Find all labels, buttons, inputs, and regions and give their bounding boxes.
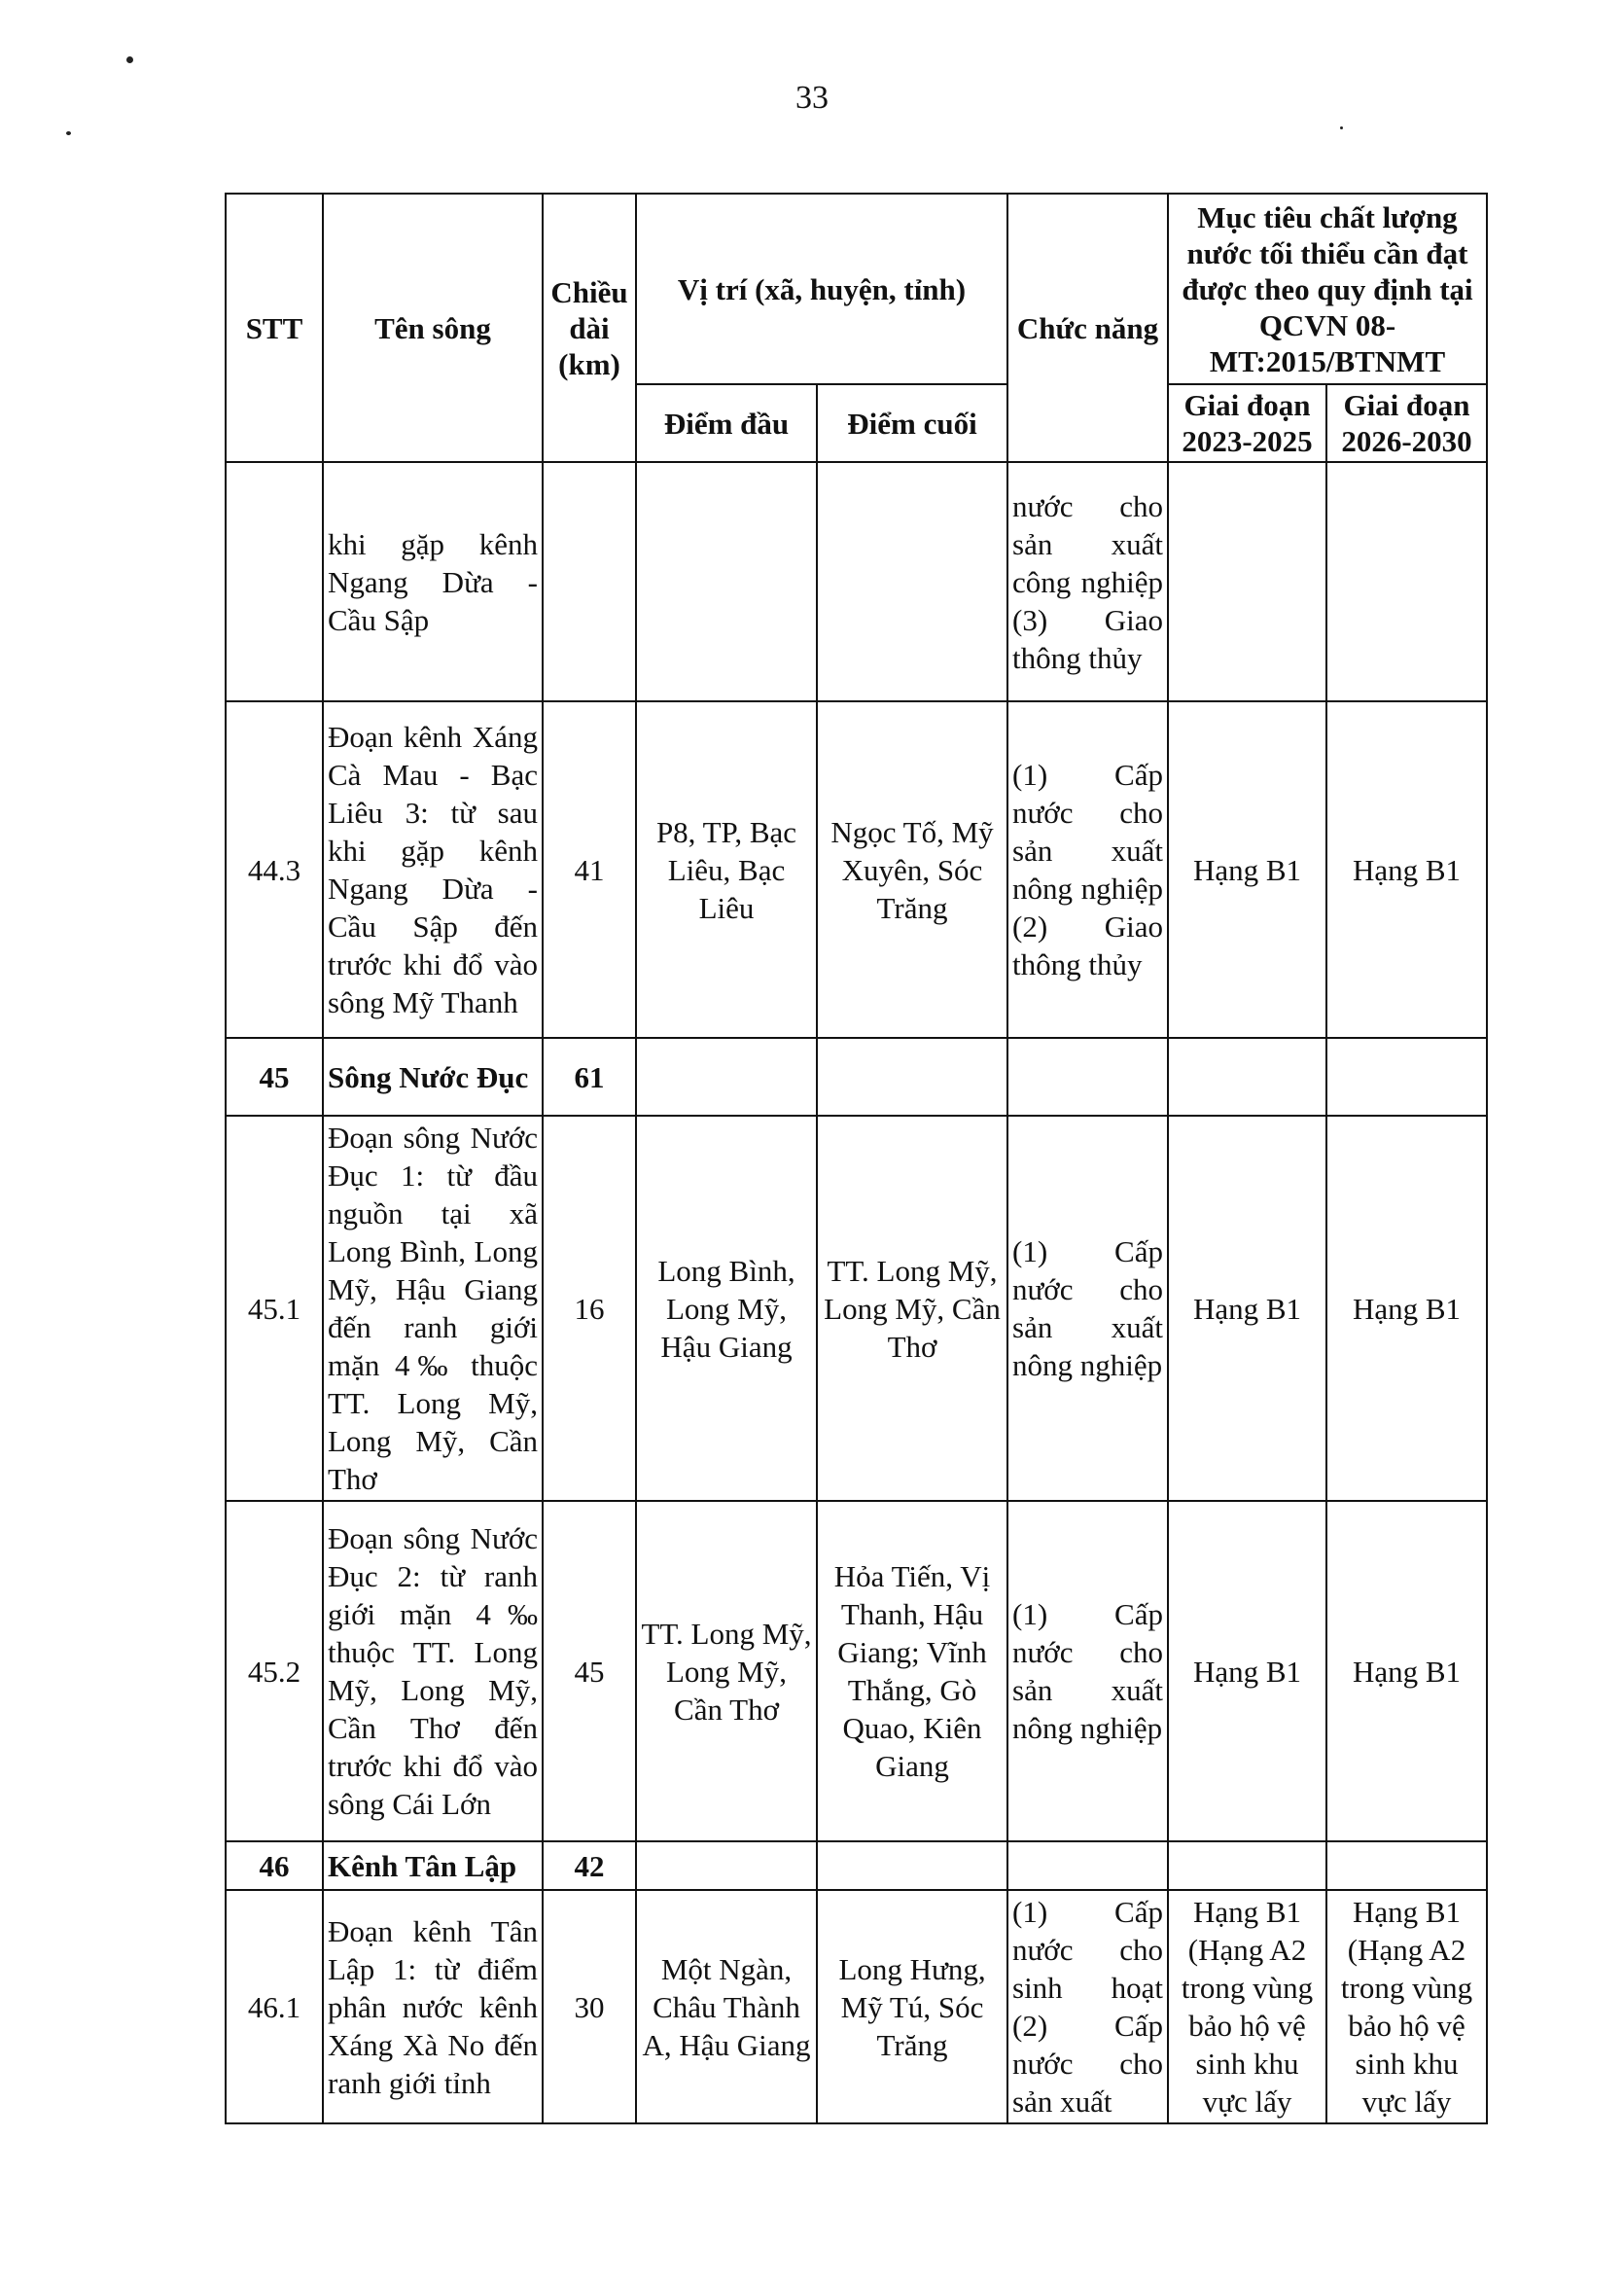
table-body (226, 462, 1487, 2123)
cell-chieu-dai: 42 (543, 1841, 636, 1890)
cell-stt: 46.1 (226, 1890, 323, 2123)
cell-diem-dau: Một Ngàn, Châu Thành A, Hậu Giang (636, 1890, 817, 2123)
header-vi-tri: Vị trí (xã, huyện, tỉnh) (636, 194, 1007, 384)
cell-chieu-dai: 30 (543, 1890, 636, 2123)
cell-ten-song: Đoạn sông Nước Đục 1: từ đầu nguồn tại xã Long Bình, Long Mỹ, Hậu Giang đến ranh giới mặn 4‰ thuộc TT. Long Mỹ, Long Mỹ, Cần Thơ (323, 1116, 543, 1501)
header-muc-tieu: Mục tiêu chất lượng nước tối thiểu cần đạt được theo quy định tại QCVN 08-MT:2015/BTNMT (1168, 194, 1487, 384)
table-row (226, 1116, 1487, 1501)
cell-giai-doan-2: Hạng B1 (1326, 1116, 1487, 1501)
cell-diem-cuoi: TT. Long Mỹ, Long Mỹ, Cần Thơ (817, 1116, 1007, 1501)
cell-giai-doan-1 (1168, 1841, 1326, 1890)
cell-giai-doan-2 (1326, 1038, 1487, 1116)
table-row (226, 1890, 1487, 2123)
cell-diem-dau: P8, TP, Bạc Liêu, Bạc Liêu (636, 701, 817, 1038)
cell-ten-song: Sông Nước Đục (323, 1038, 543, 1116)
table-row (226, 1501, 1487, 1841)
cell-diem-dau (636, 1038, 817, 1116)
water-quality-table (225, 193, 1488, 2124)
cell-chuc-nang: (1) Cấp nước cho sản xuất nông nghiệp (1007, 1501, 1168, 1841)
header-chieu-dai: Chiều dài (km) (543, 194, 636, 462)
cell-diem-cuoi: Hỏa Tiến, Vị Thanh, Hậu Giang; Vĩnh Thắng, Gò Quao, Kiên Giang (817, 1501, 1007, 1841)
header-diem-dau: Điểm đầu (636, 384, 817, 462)
cell-diem-dau: TT. Long Mỹ, Long Mỹ, Cần Thơ (636, 1501, 817, 1841)
cell-giai-doan-1: Hạng B1 (Hạng A2 trong vùng bảo hộ vệ sinh khu vực lấy (1168, 1890, 1326, 2123)
cell-chieu-dai: 16 (543, 1116, 636, 1501)
page-number: 33 (795, 80, 829, 116)
cell-chieu-dai: 45 (543, 1501, 636, 1841)
cell-chieu-dai: 41 (543, 701, 636, 1038)
scan-speck (126, 56, 133, 63)
cell-diem-dau (636, 1841, 817, 1890)
cell-giai-doan-2: Hạng B1 (Hạng A2 trong vùng bảo hộ vệ sinh khu vực lấy (1326, 1890, 1487, 2123)
header-giai-doan-2026-2030: Giai đoạn 2026-2030 (1326, 384, 1487, 462)
cell-ten-song: khi gặp kênh Ngang Dừa - Cầu Sập (323, 462, 543, 701)
cell-stt: 45.1 (226, 1116, 323, 1501)
cell-chuc-nang: nước cho sản xuất công nghiệp (3) Giao thông thủy (1007, 462, 1168, 701)
cell-chieu-dai (543, 462, 636, 701)
scan-speck (1340, 126, 1343, 129)
cell-diem-cuoi (817, 1038, 1007, 1116)
cell-stt: 46 (226, 1841, 323, 1890)
table-row (226, 462, 1487, 701)
table-row (226, 1841, 1487, 1890)
cell-ten-song: Đoạn kênh Xáng Cà Mau - Bạc Liêu 3: từ sau khi gặp kênh Ngang Dừa - Cầu Sập đến trước khi đổ vào sông Mỹ Thanh (323, 701, 543, 1038)
cell-giai-doan-1: Hạng B1 (1168, 701, 1326, 1038)
cell-diem-cuoi (817, 462, 1007, 701)
cell-chuc-nang: (1) Cấp nước cho sản xuất nông nghiệp (1007, 1116, 1168, 1501)
cell-ten-song: Đoạn sông Nước Đục 2: từ ranh giới mặn 4‰ thuộc TT. Long Mỹ, Long Mỹ, Cần Thơ đến trước khi đổ vào sông Cái Lớn (323, 1501, 543, 1841)
cell-diem-dau (636, 462, 817, 701)
table-row (226, 701, 1487, 1038)
cell-giai-doan-1 (1168, 1038, 1326, 1116)
cell-ten-song: Đoạn kênh Tân Lập 1: từ điểm phân nước kênh Xáng Xà No đến ranh giới tỉnh (323, 1890, 543, 2123)
cell-diem-cuoi (817, 1841, 1007, 1890)
cell-chuc-nang: (1) Cấp nước cho sinh hoạt (2) Cấp nước cho sản xuất (1007, 1890, 1168, 2123)
cell-diem-cuoi: Ngọc Tố, Mỹ Xuyên, Sóc Trăng (817, 701, 1007, 1038)
table-row (226, 1038, 1487, 1116)
header-ten-song: Tên sông (323, 194, 543, 462)
cell-giai-doan-1 (1168, 462, 1326, 701)
cell-stt: 45.2 (226, 1501, 323, 1841)
header-chuc-nang: Chức năng (1007, 194, 1168, 462)
cell-giai-doan-1: Hạng B1 (1168, 1501, 1326, 1841)
cell-chieu-dai: 61 (543, 1038, 636, 1116)
cell-giai-doan-1: Hạng B1 (1168, 1116, 1326, 1501)
cell-giai-doan-2: Hạng B1 (1326, 1501, 1487, 1841)
cell-chuc-nang: (1) Cấp nước cho sản xuất nông nghiệp (2) Giao thông thủy (1007, 701, 1168, 1038)
cell-stt: 45 (226, 1038, 323, 1116)
header-stt: STT (226, 194, 323, 462)
scan-speck (66, 131, 71, 135)
cell-chuc-nang (1007, 1038, 1168, 1116)
table-header (226, 194, 1487, 462)
cell-diem-dau: Long Bình, Long Mỹ, Hậu Giang (636, 1116, 817, 1501)
header-diem-cuoi: Điểm cuối (817, 384, 1007, 462)
cell-giai-doan-2 (1326, 1841, 1487, 1890)
cell-diem-cuoi: Long Hưng, Mỹ Tú, Sóc Trăng (817, 1890, 1007, 2123)
cell-stt (226, 462, 323, 701)
cell-stt: 44.3 (226, 701, 323, 1038)
cell-ten-song: Kênh Tân Lập (323, 1841, 543, 1890)
header-giai-doan-2023-2025: Giai đoạn 2023-2025 (1168, 384, 1326, 462)
cell-giai-doan-2: Hạng B1 (1326, 701, 1487, 1038)
cell-giai-doan-2 (1326, 462, 1487, 701)
cell-chuc-nang (1007, 1841, 1168, 1890)
